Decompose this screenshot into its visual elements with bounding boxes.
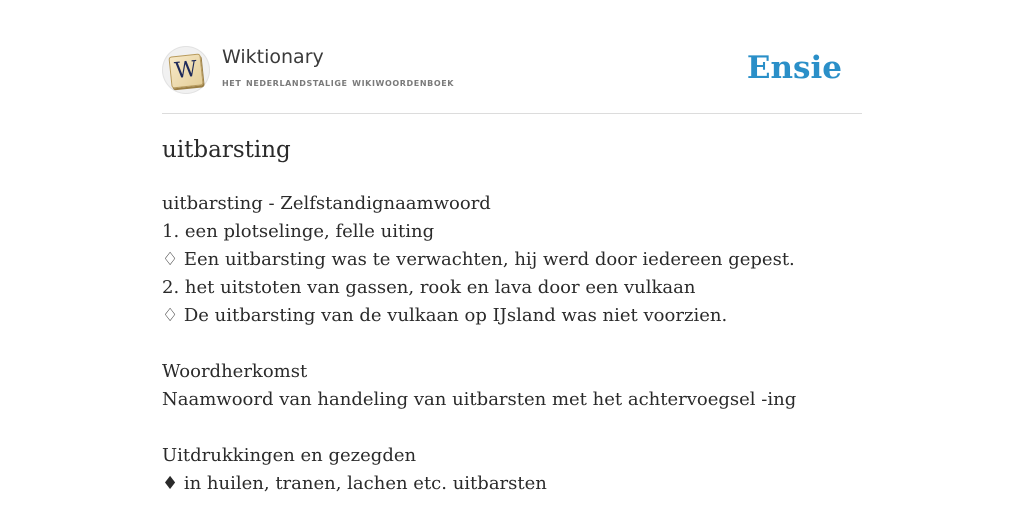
entry-title: uitbarsting (162, 137, 291, 163)
spacer (162, 330, 862, 358)
entry-body (162, 190, 862, 498)
entry-pos-line: uitbarsting - Zelfstandignaamwoord (162, 193, 491, 214)
etymology-text: Naamwoord van handeling van uitbarsten met het achtervoegsel -ing (162, 389, 797, 410)
site-header (162, 46, 862, 96)
spacer (162, 414, 862, 442)
ensie-brand[interactable]: Ensie (746, 50, 842, 86)
definition-1: 1. een plotselinge, felle uiting (162, 221, 435, 242)
header-divider (162, 113, 862, 114)
section-heading-etymology: Woordherkomst (162, 361, 308, 382)
logo-tile-icon: W (168, 53, 203, 88)
example-2: ♢ De uitbarsting van de vulkaan op IJsland was niet voorzien. (162, 305, 728, 326)
section-heading-expressions: Uitdrukkingen en gezegden (162, 445, 417, 466)
definition-2: 2. het uitstoten van gassen, rook en lava door een vulkaan (162, 277, 696, 298)
example-1: ♢ Een uitbarsting was te verwachten, hij werd door iedereen gepest. (162, 249, 795, 270)
site-name[interactable]: Wiktionary (222, 46, 324, 68)
expression-item: ♦ in huilen, tranen, lachen etc. uitbarsten (162, 473, 547, 494)
site-tagline: het nederlandstalige wikiwoordenboek (222, 75, 455, 89)
wiktionary-logo[interactable] (162, 46, 210, 94)
